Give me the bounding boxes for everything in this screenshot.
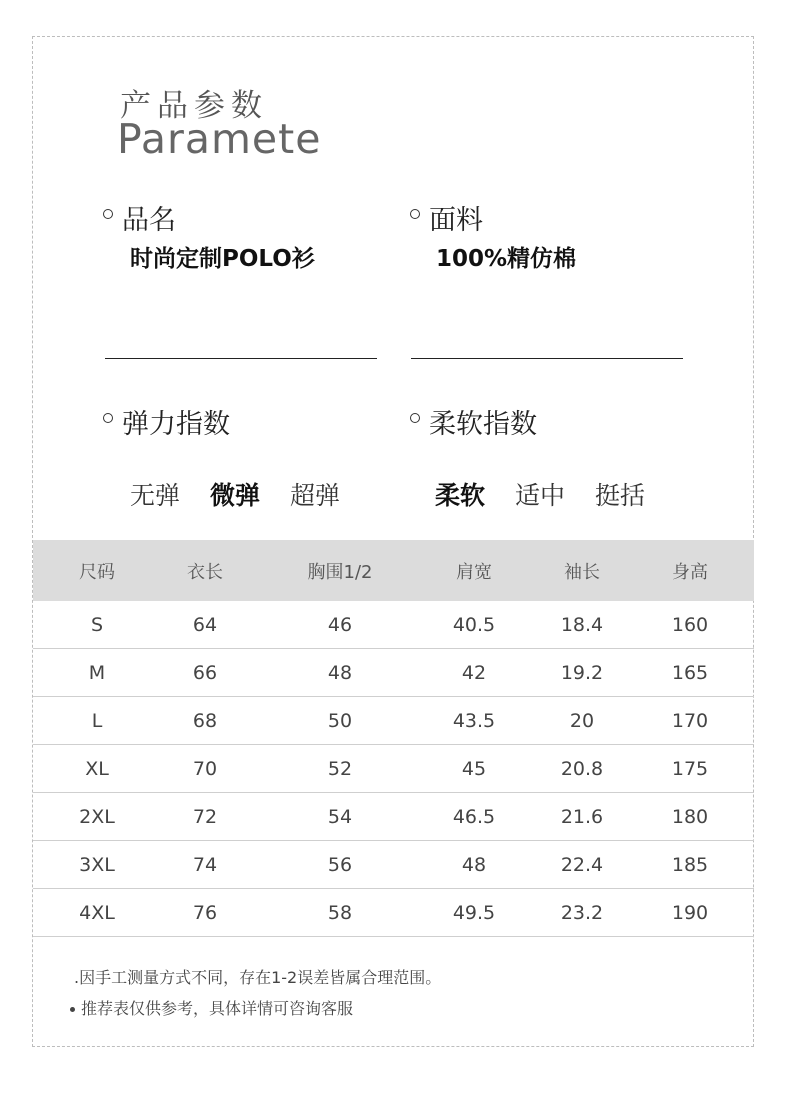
table-cell: 70 — [192, 757, 218, 780]
table-cell: S — [90, 613, 104, 636]
table-cell: L — [91, 709, 103, 732]
table-cell: 3XL — [79, 853, 115, 876]
soft-option: 挺括 — [595, 481, 646, 510]
table-cell: 2XL — [79, 805, 115, 828]
table-cell: 48 — [327, 661, 353, 684]
table-cell: 45 — [461, 757, 487, 780]
table-cell: 23.2 — [560, 901, 604, 924]
table-cell: 54 — [327, 805, 353, 828]
table-row — [33, 841, 754, 889]
table-cell: 76 — [192, 901, 218, 924]
table-cell: 64 — [192, 613, 218, 636]
divider-right — [411, 358, 683, 359]
table-row — [33, 793, 754, 841]
table-cell: 74 — [192, 853, 218, 876]
header-cell: 袖长 — [564, 561, 600, 583]
elastic-option: 超弹 — [290, 481, 341, 510]
table-cell: 52 — [327, 757, 353, 780]
size-table-body — [33, 601, 754, 937]
note-reference: 推荐表仅供参考，具体详情可咨询客服 — [70, 996, 353, 1019]
table-cell: 56 — [327, 853, 353, 876]
table-cell: 21.6 — [560, 805, 604, 828]
soft-options — [435, 476, 675, 512]
soft-option-selected: 柔软 — [435, 481, 486, 510]
table-row — [33, 745, 754, 793]
table-cell: 4XL — [79, 901, 115, 924]
table-cell: 43.5 — [452, 709, 496, 732]
param-fabric-value: 100%精仿棉 — [436, 246, 577, 272]
table-cell: 19.2 — [560, 661, 604, 684]
section-title-cn: 产品参数 — [120, 88, 268, 124]
table-cell: 180 — [671, 805, 709, 828]
param-soft-label: 柔软指数 — [410, 402, 537, 441]
param-elastic-label: 弹力指数 — [103, 402, 230, 441]
bullet-dot-icon — [70, 1007, 75, 1012]
table-cell: 40.5 — [452, 613, 496, 636]
note-measurement: .因手工测量方式不同，存在1-2误差皆属合理范围。 — [74, 968, 442, 987]
header-cell: 尺码 — [79, 561, 115, 583]
elastic-option-selected: 微弹 — [210, 481, 261, 510]
table-cell: 72 — [192, 805, 218, 828]
circle-bullet-icon — [103, 209, 113, 219]
circle-bullet-icon — [410, 413, 420, 423]
table-cell: 185 — [671, 853, 709, 876]
table-cell: 58 — [327, 901, 353, 924]
table-cell: 48 — [461, 853, 487, 876]
size-table-header — [33, 540, 754, 601]
size-table — [33, 540, 754, 937]
param-name-label: 品名 — [103, 198, 176, 237]
header-cell: 胸围1/2 — [307, 561, 373, 583]
table-cell: 20 — [569, 709, 595, 732]
divider-left — [105, 358, 377, 359]
section-title-en: Paramete — [117, 115, 322, 163]
circle-bullet-icon — [410, 209, 420, 219]
header-cell: 衣长 — [187, 561, 223, 583]
circle-bullet-icon — [103, 413, 113, 423]
table-cell: 46.5 — [452, 805, 496, 828]
table-row — [33, 889, 754, 937]
table-cell: 22.4 — [560, 853, 604, 876]
elastic-options — [130, 476, 370, 512]
header-cell: 肩宽 — [456, 561, 492, 583]
table-cell: 165 — [671, 661, 709, 684]
table-row — [33, 649, 754, 697]
table-cell: 175 — [671, 757, 709, 780]
soft-option: 适中 — [515, 481, 566, 510]
param-name-value: 时尚定制POLO衫 — [130, 246, 315, 272]
table-cell: 18.4 — [560, 613, 604, 636]
table-cell: 160 — [671, 613, 709, 636]
table-cell: 50 — [327, 709, 353, 732]
table-row — [33, 601, 754, 649]
table-cell: 49.5 — [452, 901, 496, 924]
param-fabric-label: 面料 — [410, 198, 483, 237]
header-cell: 身高 — [672, 561, 708, 583]
table-cell: 42 — [461, 661, 487, 684]
table-cell: 66 — [192, 661, 218, 684]
table-cell: 20.8 — [560, 757, 604, 780]
table-cell: 190 — [671, 901, 709, 924]
table-cell: XL — [85, 757, 109, 780]
elastic-option: 无弹 — [130, 481, 181, 510]
table-cell: 46 — [327, 613, 353, 636]
table-cell: M — [88, 661, 106, 684]
table-row — [33, 697, 754, 745]
table-cell: 68 — [192, 709, 218, 732]
table-cell: 170 — [671, 709, 709, 732]
